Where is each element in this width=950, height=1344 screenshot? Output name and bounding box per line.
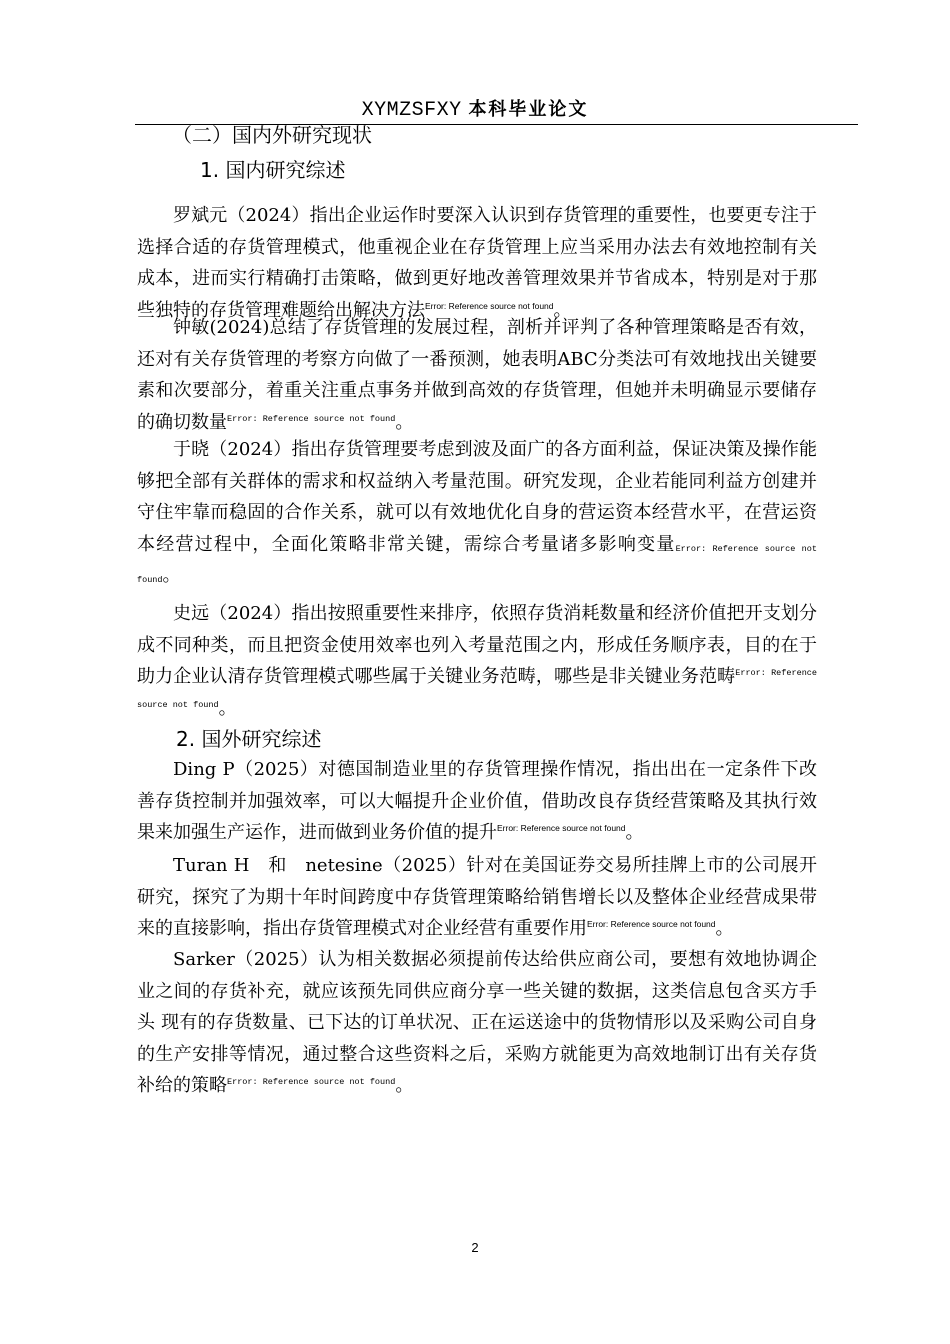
domestic-heading: 1. 国内研究综述 bbox=[200, 158, 346, 182]
reference-error: Error: Reference source not found bbox=[227, 413, 396, 424]
foreign-paragraph-3: Sarker（2025）认为相关数据必须提前传达给供应商公司，要想有效地协调企业之间的存货补充，就应该预先同供应商分享一些关键的数据，这类信息包含买方手头 现有的存货数量、已下达的订单状况、正在运送途中的货物情形以及采购公司自身的生产安排等情况，通过整合这些资料之后，采购方就能更为高效地制订出有关存货补给的策略$^{Error: Reference source not found}$。 bbox=[137, 949, 817, 1096]
header-code: XYMZSFXY bbox=[361, 99, 462, 122]
domestic-paragraph-2: 钟敏(2024)总结了存货管理的发展过程，剖析并评判了各种管理策略是否有效，还对有关存货管理的考察方向做了一番预测，她表明ABC分类法可有效地找出关键要素和次要部分，着重关注重点事务并做到高效的存货管理，但她并未明确显示要储存的确切数量$^{Error: Reference source not found}$。 bbox=[137, 317, 817, 433]
section-title: （二）国内外研究现状 bbox=[172, 123, 372, 147]
foreign-paragraph-2: Turan H 和 netesine（2025）针对在美国证券交易所挂牌上市的公司展开研究，探究了为期十年时间跨度中存货管理策略给销售增长以及整体企业经营成果带来的直接影响，指出存货管理模式对企业经营有重要作用$^{Error: Reference source not found}$。 bbox=[137, 855, 817, 939]
domestic-paragraph-4: 史远（2024）指出按照重要性来排序，依照存货消耗数量和经济价值把开支划分成不同种类，而且把资金使用效率也列入考量范围之内，形成任务顺序表，目的在于助力企业认清存货管理模式哪些属于关键业务范畴，哪些是非关键业务范畴$^{Error: Reference source not found}$。 bbox=[137, 603, 817, 719]
reference-error: Error: Reference source not found bbox=[137, 668, 817, 710]
page-number: 2 bbox=[471, 1240, 479, 1255]
domestic-paragraph-3: 于晓（2024）指出存货管理要考虑到波及面广的各方面利益，保证决策及操作能够把全部有关群体的需求和权益纳入考量范围。研究发现，企业若能同利益方创建并守住牢靠而稳固的合作关系，就可以有效地优化自身的营运资本经营水平，在营运资本经营过程中，全面化策略非常关键，需综合考量诸多影响变量Error: Reference source not found。 bbox=[137, 439, 817, 586]
page-header bbox=[0, 95, 950, 122]
reference-error: Error: Reference source not found bbox=[227, 1077, 396, 1087]
reference-error: Error: Reference source not found bbox=[425, 300, 554, 311]
reference-error: Error: Reference source not found bbox=[497, 823, 626, 833]
header-title: 本科毕业论文 bbox=[468, 99, 589, 120]
foreign-paragraph-1: Ding P（2025）对德国制造业里的存货管理操作情况，指出出在一定条件下改善存货控制并加强效率，可以大幅提升企业价值，借助改良存货经营策略及其执行效果来加强生产运作，进而做到业务价值的提升$^{Error: Reference source not found}$。 bbox=[137, 759, 817, 843]
reference-error: Error: Reference source not found bbox=[137, 543, 817, 585]
foreign-heading: 2. 国外研究综述 bbox=[176, 727, 322, 751]
domestic-paragraph-1: 罗斌元（2024）指出企业运作时要深入认识到存货管理的重要性，也要更专注于选择合适的存货管理模式，他重视企业在存货管理上应当采用办法去有效地控制有关成本，进而实行精确打击策略，做到更好地改善管理效果并节省成本，特别是对于那些独特的存货管理难题给出解决方法$^{Error: Reference source not found}$。 bbox=[137, 205, 817, 321]
reference-error: Error: Reference source not found bbox=[587, 919, 716, 929]
